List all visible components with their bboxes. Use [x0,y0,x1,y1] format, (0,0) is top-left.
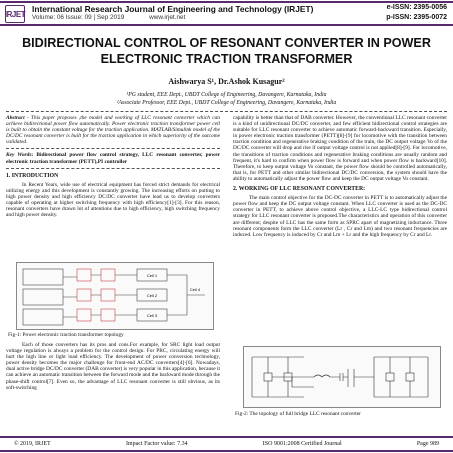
keywords-separator [6,168,220,169]
section-2-paragraph: The main control objective for the DC-DC converter in PETT is to automatically adjust the power flow and keep the DC output voltage constant. When LLC converter is used as the DC-DC converter in PETT, to achieve above control objective, a LLC-LC type bidirectional control strategy for LLC resonant converter is proposed.The characteristics and operation of this converter are different; despite of LLC has the same form as SPRC apart of magnetizing inductance. Three resonant components form the LLC converter (Lr , Cr and Lm) and two resonant frequencies are induced. Low frequency is induced by Cr and Lm + Lr and the high frequency by Cr and Lr. [233,195,447,238]
fig1-caption-text: Fig-1: Power electronic traction transformer topology [8,332,124,338]
title-line-1: BIDIRECTIONAL CONTROL OF RESONANT CONVERTER IN POWER [22,36,431,50]
fig1-cell-3-label: Cell 3 [146,313,158,318]
footer-iso: ISO 9001:2008 Certified Journal [262,441,342,447]
footer-page: Page 989 [416,441,439,447]
abstract-separator [6,148,220,149]
keywords-label: Key Words [6,152,32,159]
footer-top-rule [0,436,453,438]
right-column [233,115,447,238]
logo-text: IRJET [4,9,26,19]
fig2-caption-text: Fig-2: The topology of full bridge LLC resonant converter [235,411,361,417]
abstract-label: Abstract [6,115,25,121]
header-bottom-rule [0,24,453,26]
footer-copyright: © 2019, IRJET [14,441,51,447]
affiliation-1: ¹PG student, EEE Dept., UBDT College of Engineering, Davangere, Karnataka, India [126,92,327,98]
title-separator [6,111,447,112]
intro-paragraph: In Recent Years, wide use of electrical equipment has forced strict demands for electrical utilizing energy and this development is constantly growing. The increasing efforts on putting to high power density and high efficiency DC/DC converter have lead us to develop converters capable of operating at higher switching frequency with high efficiency[1]-[3]. For this reason, resonant converters have drawn lot of attentions due to high efficiency, high switching frequency and high power density. [6,181,220,219]
journal-name: International Research Journal of Engineering and Technology (IRJET) [32,4,314,14]
journal-website: www.irjet.net [149,14,186,21]
affiliation-2: ²Associate Professor, EEE Dept., UBDT College of Engineering, Davangere, Karnataka, India [116,100,337,106]
footer [0,441,453,447]
figure-2-caption [235,411,361,417]
figure-2 [243,346,441,408]
eissn: e-ISSN: 2395-0056 [386,4,447,11]
fig2-llc-bridge-diagram [244,347,440,407]
authors: Aishwarya S¹, Dr.Ashok Kusagur² [168,77,285,86]
pissn: p-ISSN: 2395-0072 [386,14,447,21]
figure-1 [16,262,214,330]
title-line-2: ELECTRONIC TRACTION TRANSFORMER [100,52,353,66]
fig1-cell-4-label: Cell 4 [189,287,201,292]
keywords-text: : Bidirectional power flow control strategy, LLC resonant converter, power electronic traction transformer (PETT),PI controller [6,152,220,165]
fig1-cell-2-label: Cell 2 [146,293,158,298]
footer-bottom-rule [0,450,453,452]
keywords [6,152,220,164]
after-fig1-paragraph: Each of those converters has its pros and cons.For example, for SRC light load output voltage regulation is always a problem for the control design. For PRC, circulating energy will hurt the high line or light load efficiency. The development of power conversion technology, power density becomes the major challenge for front-end AC/DC converters[4]-[6]. Nowadays, dual active bridge DC/DC converter (DAB converter) is very popular in this application, because it can achieve an automatic transition between the forward mode and the backward mode through the phase-shift control[7]. Even so, the advantage of LLC resonant converter is still obvious, as its soft-switching [6,342,220,391]
fig1-topology-diagram [17,263,213,329]
header-top-rule [0,1,453,3]
abstract-text: - This paper proposes ,the model and working of LLC resonant converter which can achieve bidirectional power flow automatically. Power electronic traction transformer power cell is built to obtain the constant voltage for the traction application. MATLAB/Simulink model of the DC/DC resonant converter is built for the traction application in which superiority of the outcome validated. [6,115,220,146]
footer-impact-factor: Impact Factor value: 7.34 [125,441,188,447]
irjet-logo [5,5,25,23]
section-1-heading: 1. INTRODUCTION [6,172,59,179]
volume-line [32,14,185,21]
figure-1-caption [8,332,124,338]
left-column [6,115,220,218]
paper-title [8,35,445,67]
volume-issue: Volume: 06 Issue: 09 | Sep 2019 [32,14,125,21]
fig1-cell-1-label: Cell 1 [146,273,158,278]
intro-continued: capability is better than that of DAB converter. However, the conventional LLC resonant converter is a kind of unidirectional DC/DC converter, and few efficient bidirectional control strategies are suitable for LLC resonant converter to achieve automatic forward-backward transition. Especially, in power electronic traction transformer (PETT)[8]-[9] for locomotive with the transition between traction condition and regenerative braking condition of the train, the DC output voltage Vo of the DC/DC converter will drop and rise if output voltage control is not applied[8]-[9]. For locomotive, the transitions of traction conditions and regenerative braking conditions are usually random and frequent, it's hard to confirm when power flow is forward and when power flow is backward[10]. Therefore, to keep output voltage Vo constant, the power flow should be controlled automatically, that is, for PETT and other similar bidirectional DC/DC conversion, the system should have the ability to automatically adjust the power flow and keep the DC output voltage Vo constant. [233,115,447,182]
left-column-lower [6,342,220,391]
section-2-heading: 2. WORKING OF LLC RESONANT CONVERTER: [233,186,366,193]
abstract [6,115,220,145]
